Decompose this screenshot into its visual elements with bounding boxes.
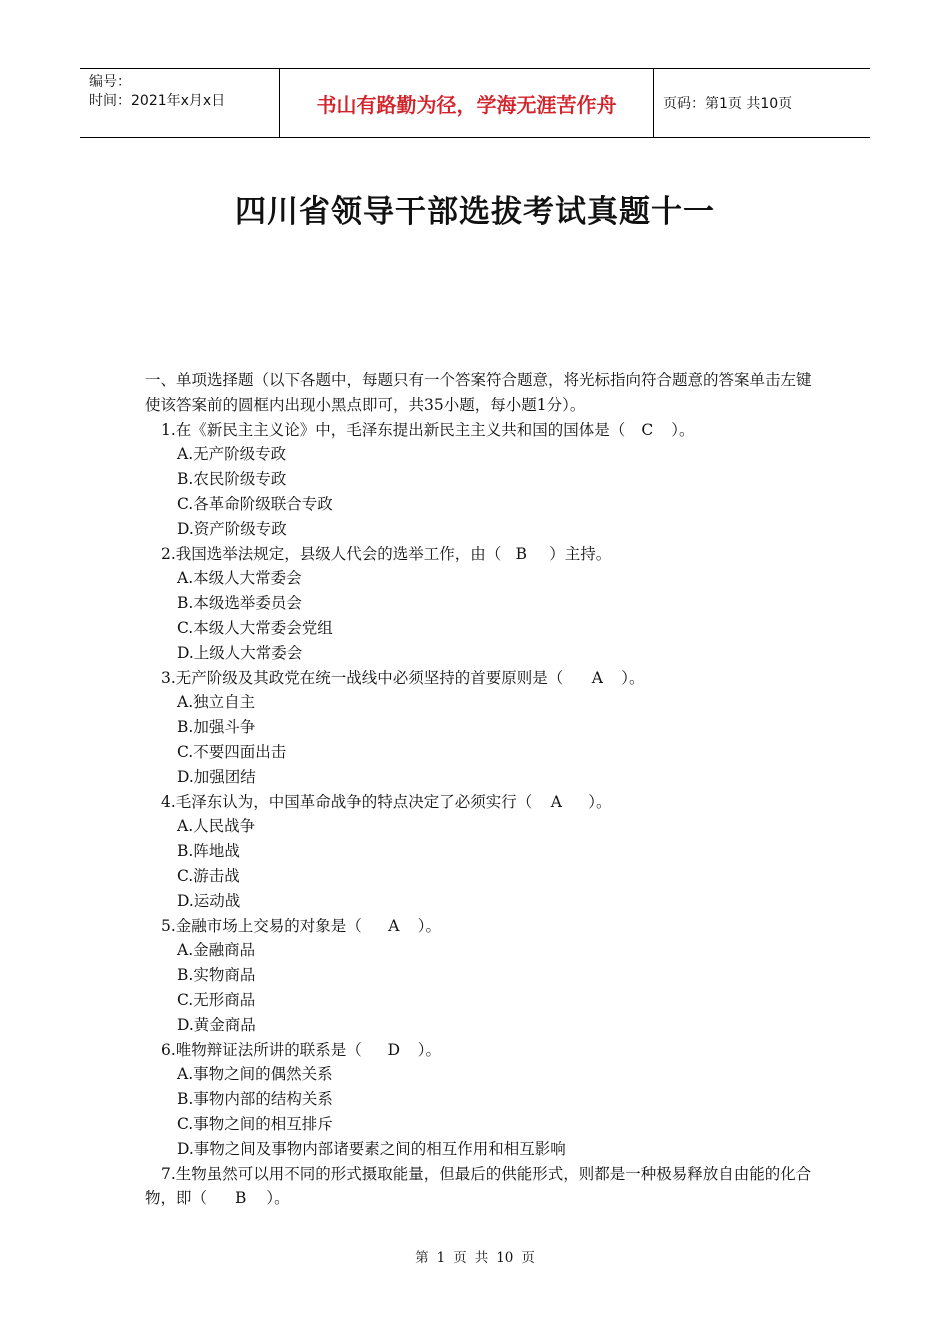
question-text: 6.唯物辩证法所讲的联系是（	[161, 1040, 362, 1059]
question-end: ）。	[588, 792, 612, 811]
option-b: B.事物内部的结构关系	[177, 1090, 333, 1109]
option-a: A.人民战争	[177, 817, 256, 836]
document-title: 四川省领导干部选拔考试真题十一	[235, 194, 715, 230]
option-a: A.独立自主	[177, 693, 256, 712]
question-1	[145, 418, 815, 443]
question-end: ）主持。	[549, 544, 612, 563]
time-label: 时间：2021年x月x日	[89, 93, 226, 109]
option-b: B.加强斗争	[177, 718, 256, 737]
question-3	[145, 666, 815, 691]
page-footer	[0, 1246, 950, 1266]
question-end: ）。	[621, 668, 645, 687]
question-text: 5.金融市场上交易的对象是（	[161, 916, 362, 935]
footer-gong: 共	[474, 1250, 489, 1266]
question-text: 3.无产阶级及其政党在统一战线中必须坚持的首要原则是（	[161, 668, 564, 687]
question-section	[145, 368, 815, 1211]
question-2	[145, 542, 815, 567]
footer-page-number: 1	[436, 1250, 446, 1266]
option-b: B.本级选举委员会	[177, 594, 302, 613]
answer-value: A	[550, 792, 562, 811]
footer-ye: 页	[453, 1250, 467, 1266]
option-d: D.上级人大常委会	[177, 643, 303, 662]
option-d: D.事物之间及事物内部诸要素之间的相互作用和相互影响	[177, 1139, 566, 1158]
header-page-info: 页码：第1页 共10页	[663, 96, 793, 112]
answer-value: A	[591, 668, 603, 687]
question-4	[145, 790, 815, 815]
option-d: D.资产阶级专政	[177, 519, 287, 538]
footer-ye-2: 页	[521, 1250, 535, 1266]
option-c: C.不要四面出击	[177, 742, 287, 761]
option-c: C.本级人大常委会党组	[177, 618, 333, 637]
option-c: C.各革命阶级联合专政	[177, 494, 333, 513]
question-end: ）。	[671, 420, 695, 439]
answer-value: B	[235, 1189, 247, 1208]
option-b: B.阵地战	[177, 842, 240, 861]
answer-value: C	[641, 420, 654, 439]
header-meta	[80, 69, 280, 137]
option-d: D.黄金商品	[177, 1015, 256, 1034]
option-a: A.金融商品	[177, 941, 256, 960]
question-end: ）。	[417, 1040, 442, 1059]
question-text: 2.我国选举法规定，县级人代会的选举工作，由（	[161, 544, 502, 563]
option-d: D.运动战	[177, 891, 241, 910]
question-text: 1.在《新民主主义论》中，毛泽东提出新民主主义共和国的国体是（	[161, 420, 626, 439]
answer-value: D	[387, 1040, 401, 1059]
option-a: A.本级人大常委会	[177, 569, 302, 588]
option-d: D.加强团结	[177, 767, 256, 786]
option-a: A.事物之间的偶然关系	[177, 1065, 333, 1084]
question-end: ）。	[417, 916, 442, 935]
option-b: B.实物商品	[177, 966, 256, 985]
option-b: B.农民阶级专政	[177, 470, 287, 489]
header-motto: 书山有路勤为径，学海无涯苦作舟	[280, 69, 654, 137]
question-text: 4.毛泽东认为，中国革命战争的特点决定了必须实行（	[161, 792, 533, 811]
answer-value: A	[388, 916, 400, 935]
option-c: C.事物之间的相互排斥	[177, 1114, 333, 1133]
footer-di: 第	[415, 1250, 429, 1266]
question-7	[145, 1162, 815, 1212]
question-6	[145, 1038, 815, 1063]
page-header	[80, 68, 870, 138]
question-text: 7.生物虽然可以用不同的形式摄取能量，但最后的供能形式，则都是一种极易释放自由能的化合物，即（	[145, 1164, 812, 1208]
number-label: 编号：	[89, 74, 131, 90]
footer-total-pages: 10	[496, 1250, 514, 1266]
option-c: C.游击战	[177, 866, 240, 885]
section-intro: 一、单项选择题（以下各题中，每题只有一个答案符合题意，将光标指向符合题意的答案单击左键使该答案前的圆框内出现小黑点即可，共35小题，每小题1分）。	[145, 371, 812, 414]
question-5	[145, 914, 815, 939]
option-a: A.无产阶级专政	[177, 445, 287, 464]
answer-value: B	[515, 544, 527, 563]
option-c: C.无形商品	[177, 990, 256, 1009]
question-end: ）。	[266, 1189, 290, 1208]
